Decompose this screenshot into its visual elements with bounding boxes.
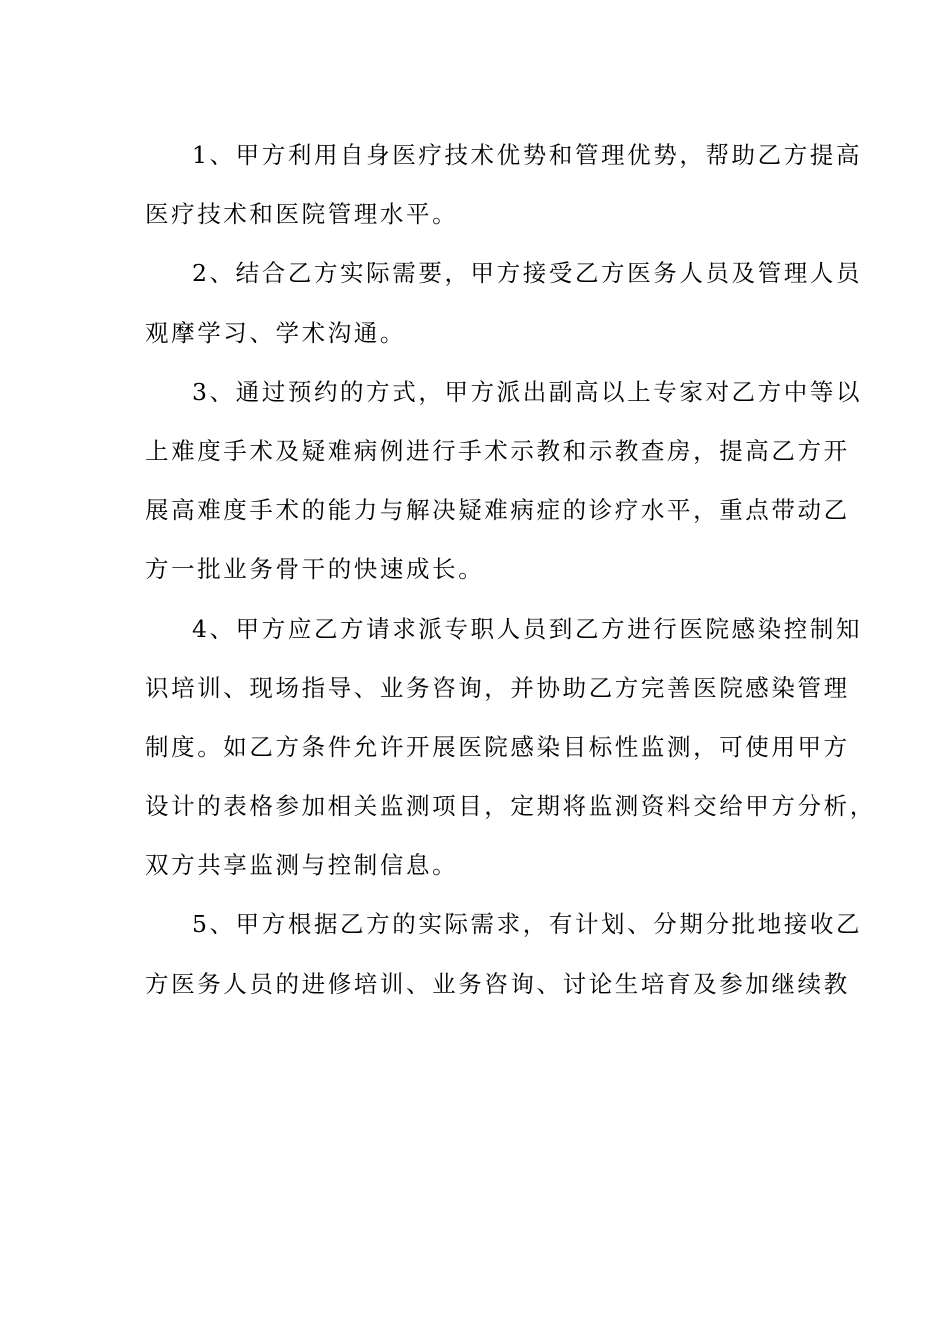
paragraph-3-line-2: 上难度手术及疑难病例进行手术示教和示教查房，提高乙方开 <box>145 436 850 465</box>
paragraph-1-line-1: 1、甲方利用自身医疗技术优势和管理优势，帮助乙方提高 <box>192 141 863 169</box>
paragraph-3-line-4: 方一批业务骨干的快速成长。 <box>145 555 485 584</box>
paragraph-2-line-1: 2、结合乙方实际需要，甲方接受乙方医务人员及管理人员 <box>192 259 863 288</box>
paragraph-2-line-2: 观摩学习、学术沟通。 <box>145 318 406 347</box>
document-body <box>145 126 876 1014</box>
paragraph-4-line-1: 4、甲方应乙方请求派专职人员到乙方进行医院感染控制知 <box>192 614 863 643</box>
paragraph-4-line-4: 设计的表格参加相关监测项目，定期将监测资料交给甲方分析， <box>145 792 876 821</box>
paragraph-3-line-1: 3、通过预约的方式，甲方派出副高以上专家对乙方中等以 <box>192 377 863 406</box>
paragraph-4-line-3: 制度。如乙方条件允许开展医院感染目标性监测，可使用甲方 <box>145 732 850 761</box>
paragraph-5-line-1: 5、甲方根据乙方的实际需求，有计划、分期分批地接收乙 <box>192 910 863 939</box>
paragraph-4-line-2: 识培训、现场指导、业务咨询，并协助乙方完善医院感染管理 <box>145 673 850 702</box>
paragraph-1-line-2: 医疗技术和医院管理水平。 <box>145 200 459 229</box>
paragraph-3-line-3: 展高难度手术的能力与解决疑难病症的诊疗水平，重点带动乙 <box>145 496 850 525</box>
paragraph-4-line-5: 双方共享监测与控制信息。 <box>145 851 459 880</box>
paragraph-5-line-2: 方医务人员的进修培训、业务咨询、讨论生培育及参加继续教 <box>145 969 850 998</box>
